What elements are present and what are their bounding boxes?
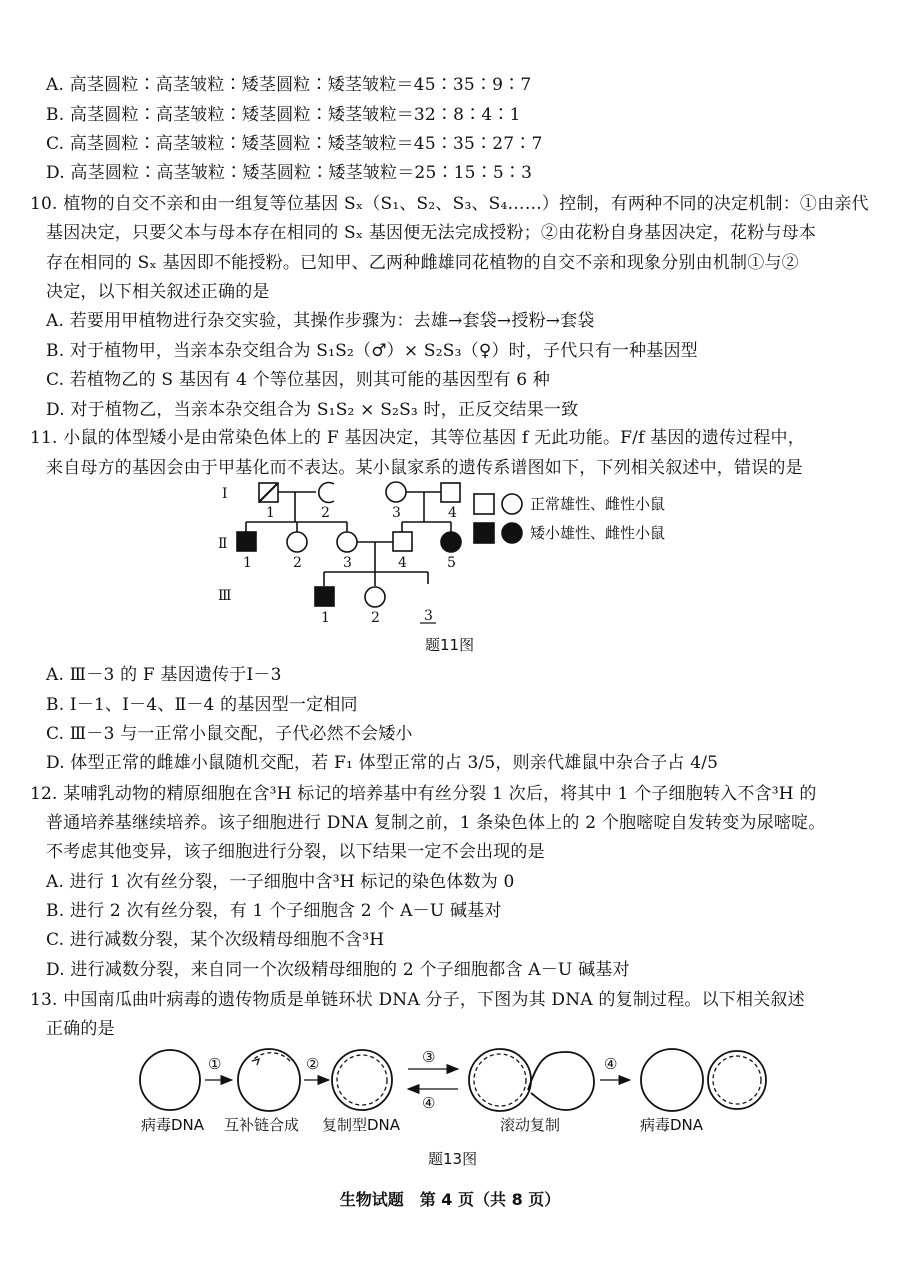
q12-stem-2: 普通培养基继续培养。该子细胞进行 DNA 复制之前，1 条染色体上的 2 个胞嘧啶自发转变为尿嘧啶。: [46, 813, 826, 833]
gen2-num-3: 3: [343, 555, 352, 571]
q12-option-c: C. 进行减数分裂，某个次级精母细胞不含³H: [46, 930, 385, 950]
stage3-outer-circle: [332, 1050, 392, 1110]
q12-stem-3: 不考虑其他变异，该子细胞进行分裂，以下结果一定不会出现的是: [46, 842, 545, 862]
q12-option-a: A. 进行 1 次有丝分裂，一子细胞中含³H 标记的染色体数为 0: [46, 872, 515, 892]
legend-dwarf-label: 矮小雄性、雌性小鼠: [530, 524, 666, 542]
pedigree-iii1-dwarf-male: [315, 587, 334, 606]
step2-label: ②: [306, 1055, 320, 1073]
stage2-circle: [238, 1049, 300, 1111]
legend-normal-male-symbol: [474, 494, 494, 514]
pedigree-iii2-female: [365, 587, 385, 607]
gen1-num-3: 3: [392, 505, 401, 521]
dna-replication-figure: [0, 1035, 900, 1145]
q9-option-b: B. 高茎圆粒∶高茎皱粒∶矮茎圆粒∶矮茎皱粒＝32∶8∶4∶1: [46, 105, 521, 125]
q10-option-a: A. 若要用甲植物进行杂交实验，其操作步骤为：去雄→套袋→授粉→套袋: [46, 311, 595, 331]
q10-option-c: C. 若植物乙的 S 基因有 4 个等位基因，则其可能的基因型有 6 种: [46, 370, 551, 390]
pedigree-ii3-female: [337, 532, 357, 552]
gen2-num-5: 5: [447, 555, 456, 571]
gen1-num-4: 4: [448, 505, 457, 521]
gen-label-iii: Ⅲ: [218, 588, 232, 604]
stage-label-viral-dna: 病毒DNA: [141, 1116, 205, 1134]
gen1-num-1: 1: [266, 505, 275, 521]
q11-stem-1: 11. 小鼠的体型矮小是由常染色体上的 F 基因决定，其等位基因 f 无此功能。F/f 基因的遗传过程中，: [30, 428, 805, 448]
q12-option-d: D. 进行减数分裂，来自同一个次级精母细胞的 2 个子细胞都含 A－U 碱基对: [46, 960, 630, 980]
page-footer: 生物试题 第 4 页（共 8 页）: [339, 1190, 561, 1209]
pedigree-i4-male-symbol: [441, 483, 460, 502]
q9-option-d: D. 高茎圆粒∶高茎皱粒∶矮茎圆粒∶矮茎皱粒＝25∶15∶5∶3: [46, 163, 533, 183]
q12-stem-1: 12. 某哺乳动物的精原细胞在含³H 标记的培养基中有丝分裂 1 次后，将其中 1 个子细胞转入不含³H 的: [30, 784, 817, 804]
pedigree-ii2-female: [287, 532, 307, 552]
q11-option-c: C. Ⅲ－3 与一正常小鼠交配，子代必然不会矮小: [46, 724, 413, 744]
q11-option-a: A. Ⅲ－3 的 F 基因遗传于Ⅰ－3: [46, 665, 282, 685]
rolling-outer-circle: [469, 1049, 531, 1111]
stage-label-replicative-form: 复制型DNA: [322, 1116, 401, 1134]
q11-stem-2: 来自母方的基因会由于甲基化而不表达。某小鼠家系的遗传系谱图如下，下列相关叙述中，错误的是: [46, 458, 803, 478]
q10-stem-3: 存在相同的 Sₓ 基因即不能授粉。已知甲、乙两种雌雄同花植物的自交不亲和现象分别由机制①与②: [46, 253, 799, 273]
step3-label: ③: [422, 1048, 436, 1066]
step1-label: ①: [208, 1055, 222, 1073]
gen1-num-2: 2: [321, 505, 330, 521]
figure-11-caption: 题11图: [425, 636, 475, 654]
stage-label-complement: 互补链合成: [224, 1116, 300, 1134]
q10-stem-1: 10. 植物的自交不亲和由一组复等位基因 Sₓ（S₁、S₂、S₃、S₄……）控制，有两种不同的决定机制：①由亲代: [30, 194, 869, 214]
gen3-num-3: 3: [424, 608, 433, 624]
rolling-inner-dashed-circle: [474, 1054, 526, 1106]
q10-option-d: D. 对于植物乙，当亲本杂交组合为 S₁S₂ × S₂S₃ 时，正反交结果一致: [46, 400, 579, 420]
legend-dwarf-female-symbol: [502, 523, 522, 543]
pedigree-ii4-male: [393, 532, 412, 551]
q12-option-b: B. 进行 2 次有丝分裂，有 1 个子细胞含 2 个 A－U 碱基对: [46, 901, 502, 921]
q13-stem-1: 13. 中国南瓜曲叶病毒的遗传物质是单链环状 DNA 分子，下图为其 DNA 的复制过程。以下相关叙述: [30, 990, 805, 1010]
pedigree-ii5-dwarf-female: [441, 532, 461, 552]
stage3-inner-dashed-circle: [337, 1055, 387, 1105]
figure-13-caption: 题13图: [428, 1150, 478, 1168]
stage-label-rolling: 滚动复制: [500, 1116, 561, 1134]
stage1-viral-dna-circle: [140, 1050, 200, 1110]
stage5-rf-inner-dashed-circle: [713, 1056, 761, 1104]
q9-option-c: C. 高茎圆粒∶高茎皱粒∶矮茎圆粒∶矮茎皱粒＝45∶35∶27∶7: [46, 134, 543, 154]
legend-normal-label: 正常雄性、雌性小鼠: [530, 495, 666, 513]
gen2-num-1: 1: [243, 555, 252, 571]
q9-option-a: A. 高茎圆粒∶高茎皱粒∶矮茎圆粒∶矮茎皱粒＝45∶35∶9∶7: [46, 75, 532, 95]
gen-label-i: Ⅰ: [222, 486, 228, 502]
q10-stem-2: 基因决定，只要父本与母本存在相同的 Sₓ 基因便无法完成授粉；②由花粉自身基因决定，花粉与母本: [46, 223, 817, 243]
step4-label: ④: [604, 1055, 618, 1073]
pedigree-i3-female-symbol: [386, 482, 406, 502]
gen3-num-1: 1: [321, 610, 330, 626]
gen3-num-2: 2: [371, 610, 380, 626]
q11-option-b: B. Ⅰ－1、Ⅰ－4、Ⅱ－4 的基因型一定相同: [46, 695, 358, 715]
q13-stem-2: 正确的是: [46, 1019, 115, 1039]
pedigree-ii1-dwarf-male: [237, 532, 256, 551]
stage5-rf-outer-circle: [708, 1051, 766, 1109]
stage5-viral-dna-circle: [641, 1049, 703, 1111]
rolling-displaced-strand: [528, 1052, 594, 1110]
legend-dwarf-male-symbol: [474, 523, 494, 543]
stage-label-viral-dna-2: 病毒DNA: [640, 1116, 704, 1134]
step4-reverse-label: ④: [422, 1094, 436, 1112]
q10-option-b: B. 对于植物甲，当亲本杂交组合为 S₁S₂（♂）× S₂S₃（♀）时，子代只有一种基因型: [46, 341, 698, 361]
q10-stem-4: 决定，以下相关叙述正确的是: [46, 282, 270, 302]
gen2-num-4: 4: [398, 555, 407, 571]
gen-label-ii: Ⅱ: [218, 536, 228, 552]
gen2-num-2: 2: [293, 555, 302, 571]
legend-normal-female-symbol: [502, 494, 522, 514]
q11-option-d: D. 体型正常的雌雄小鼠随机交配，若 F₁ 体型正常的占 3/5，则亲代雄鼠中杂合子占 4/5: [46, 753, 719, 773]
pedigree-figure: [0, 470, 900, 630]
pedigree-i2-female-symbol: [319, 483, 334, 503]
